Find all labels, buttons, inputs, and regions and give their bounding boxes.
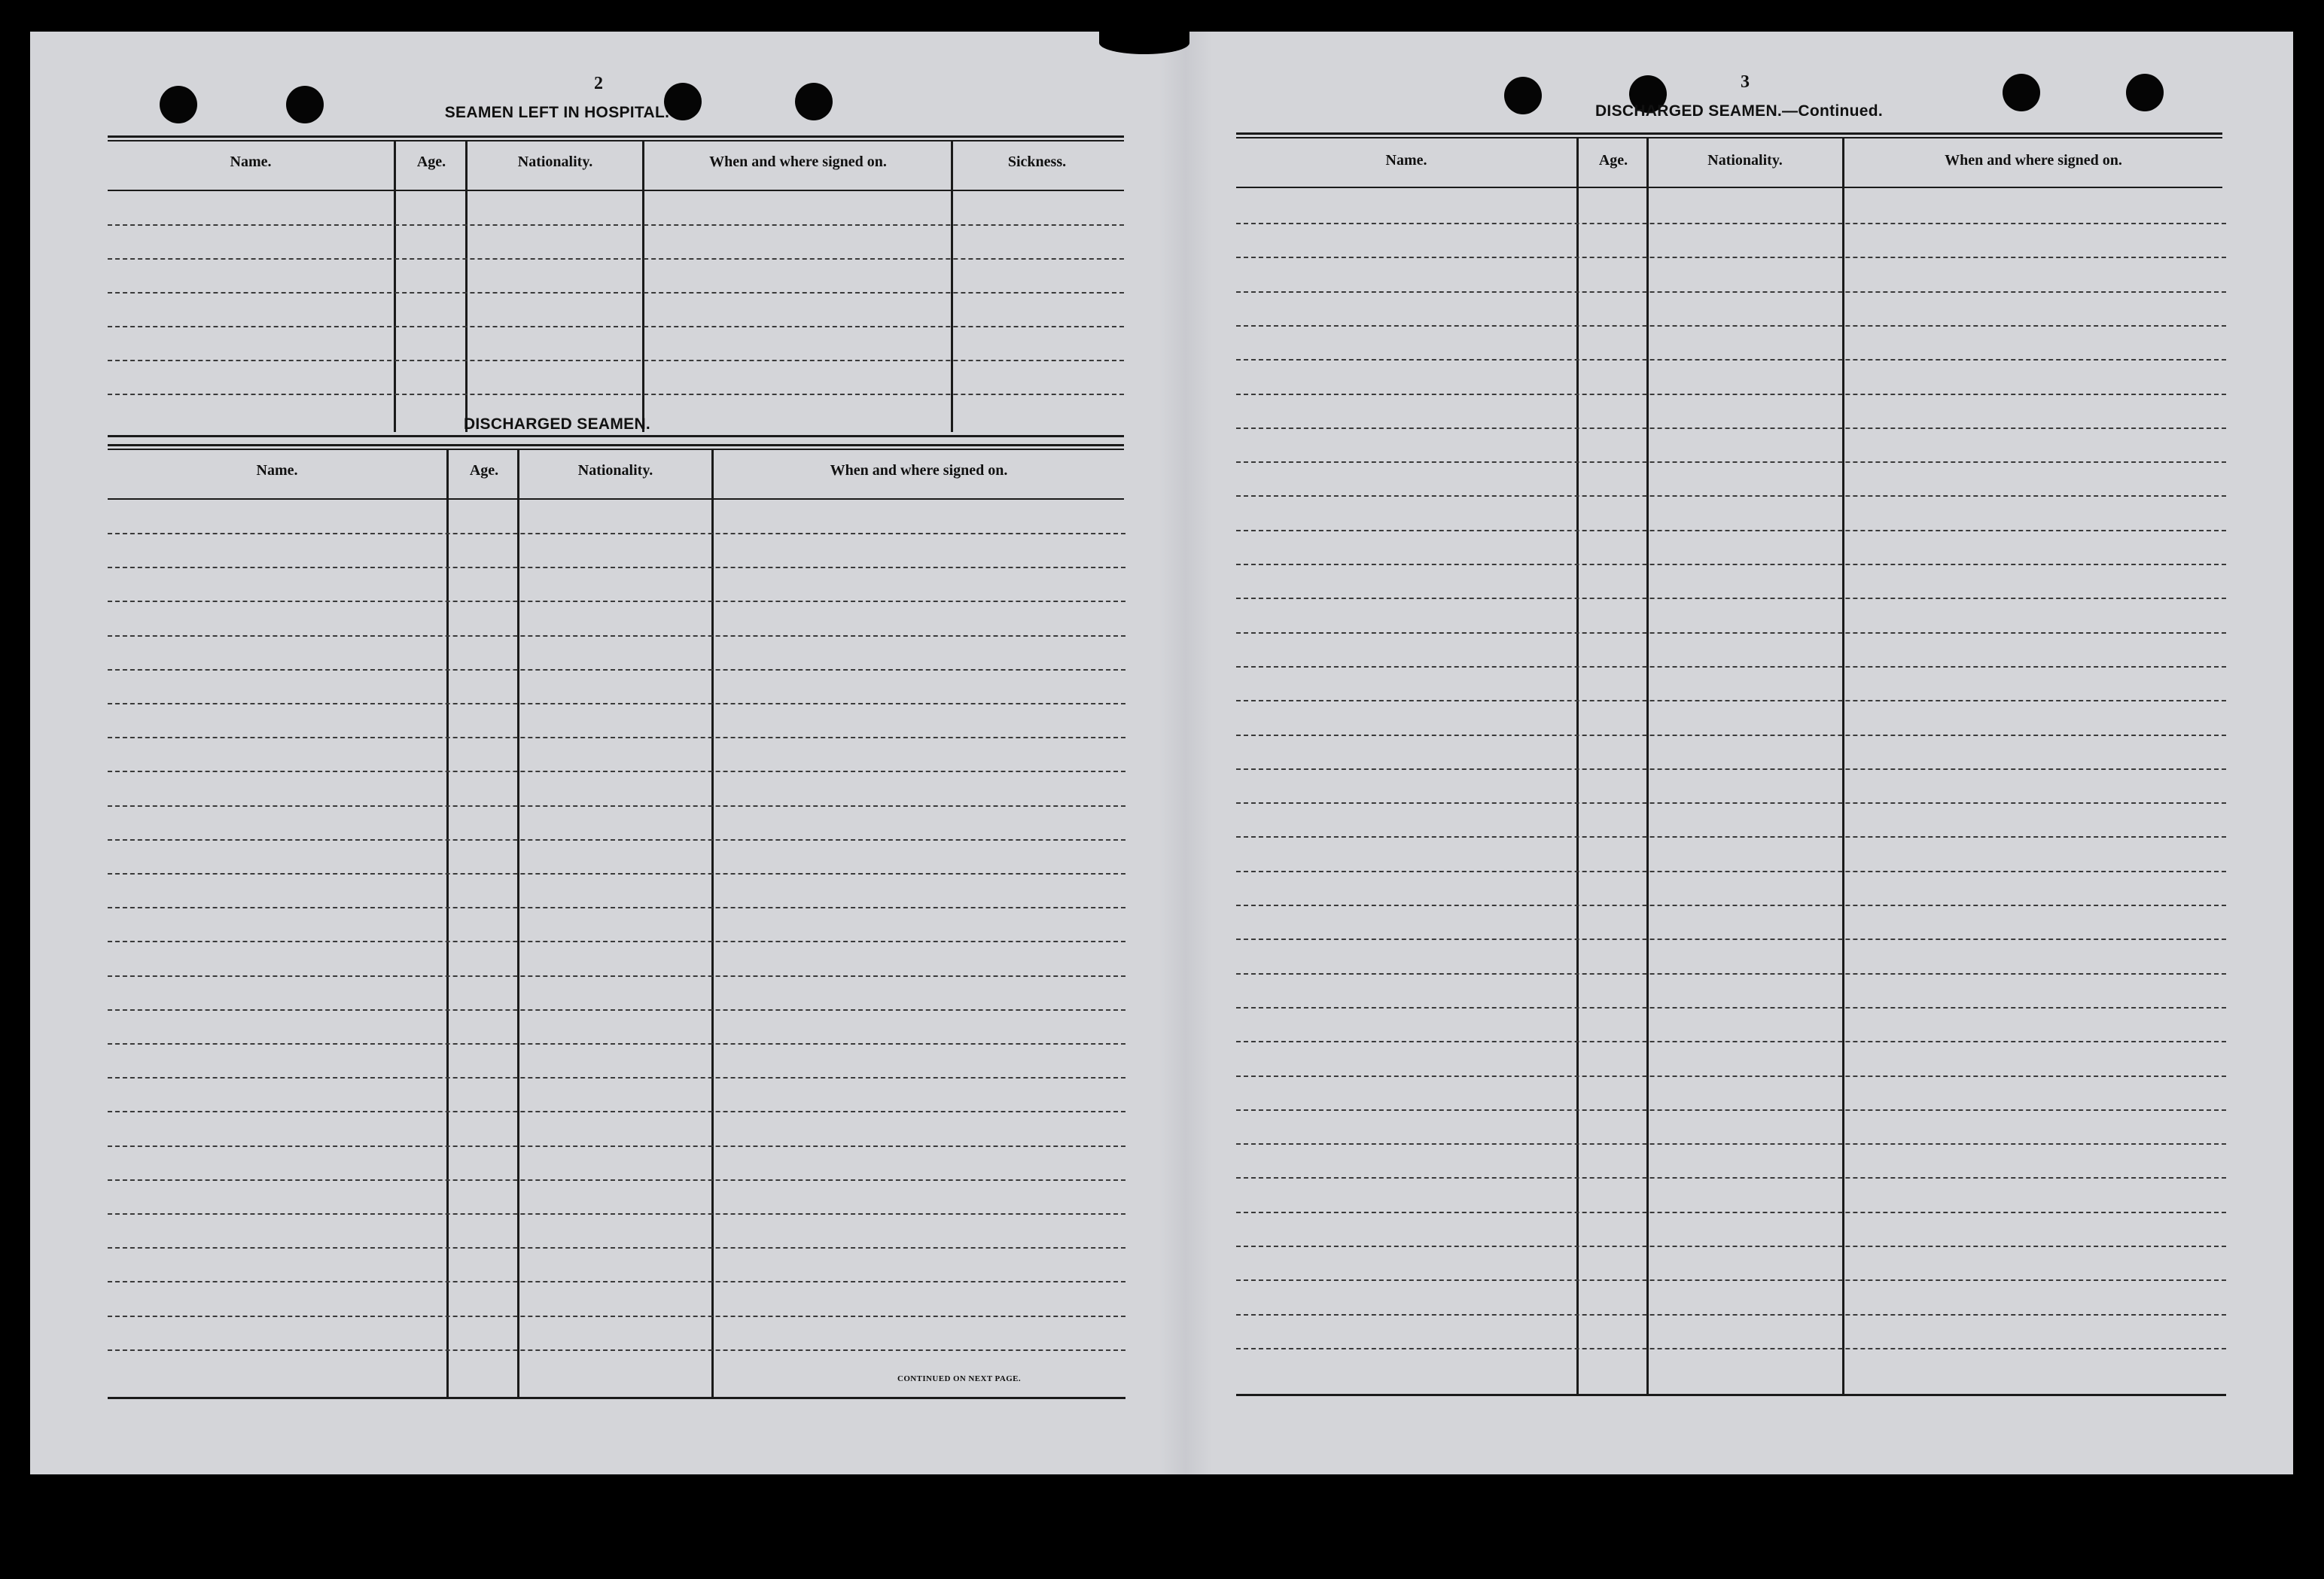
entry-line: [1236, 359, 2226, 361]
continued-col-name: Name.: [1385, 152, 1427, 169]
continued-col-nationality: Nationality.: [1707, 152, 1783, 169]
entry-line: [1236, 1041, 2226, 1042]
entry-line: [1236, 1007, 2226, 1009]
hospital-rule-top-2: [108, 140, 1124, 141]
entry-line: [108, 1316, 1125, 1317]
continued-divider: [1842, 138, 1844, 1394]
entry-line: [108, 292, 1124, 294]
entry-line: [108, 703, 1125, 704]
hospital-divider: [465, 141, 468, 432]
entry-line: [108, 1077, 1125, 1079]
left-page: [30, 32, 1159, 1474]
hospital-col-signed-on: When and where signed on.: [709, 154, 887, 170]
entry-line: [108, 394, 1124, 395]
entry-line: [1236, 836, 2226, 838]
entry-line: [1236, 768, 2226, 770]
hospital-divider: [642, 141, 644, 432]
entry-line: [108, 1349, 1125, 1351]
entry-line: [1236, 427, 2226, 429]
entry-line: [108, 975, 1125, 977]
hospital-header-rule: [108, 190, 1124, 191]
entry-line: [1236, 632, 2226, 634]
entry-line: [108, 1213, 1125, 1215]
page-number: 2: [594, 74, 603, 93]
continued-rule-top-2: [1236, 137, 2222, 138]
discharged-col-age: Age.: [469, 462, 499, 479]
entry-line: [1236, 871, 2226, 872]
discharged-col-nationality: Nationality.: [577, 462, 653, 479]
discharged-section-title: DISCHARGED SEAMEN.: [463, 415, 651, 433]
entry-line: [108, 839, 1125, 841]
page-fold: [1159, 32, 1212, 1474]
continued-col-age: Age.: [1598, 152, 1628, 169]
entry-line: [1236, 973, 2226, 975]
continued-note: CONTINUED ON NEXT PAGE.: [897, 1374, 1022, 1383]
entry-line: [108, 567, 1125, 568]
discharged-header-rule: [108, 498, 1124, 500]
hospital-rule-bottom: [108, 435, 1124, 437]
entry-line: [108, 1145, 1125, 1147]
continued-section-title: DISCHARGED SEAMEN.—Continued.: [1595, 102, 1884, 120]
continued-rule-top: [1236, 132, 2222, 135]
entry-line: [108, 1111, 1125, 1112]
discharged-col-signed-on: When and where signed on.: [830, 462, 1008, 479]
entry-line: [108, 771, 1125, 772]
discharged-divider: [446, 450, 449, 1397]
entry-line: [1236, 1279, 2226, 1281]
entry-line: [108, 1043, 1125, 1045]
continued-header-rule: [1236, 187, 2222, 188]
scanned-document: [30, 32, 2293, 1474]
entry-line: [1236, 461, 2226, 463]
discharged-rule-top: [108, 444, 1124, 446]
entry-line: [1236, 1348, 2226, 1349]
entry-line: [1236, 735, 2226, 736]
discharged-col-name: Name.: [256, 462, 298, 479]
entry-line: [1236, 291, 2226, 293]
entry-line: [108, 1247, 1125, 1249]
entry-line: [1236, 905, 2226, 906]
hospital-col-nationality: Nationality.: [517, 154, 593, 170]
hospital-divider: [951, 141, 953, 432]
entry-line: [108, 224, 1124, 226]
entry-line: [1236, 666, 2226, 668]
discharged-divider: [517, 450, 519, 1397]
continued-rule-bottom: [1236, 1394, 2226, 1396]
hospital-col-sickness: Sickness.: [1007, 154, 1067, 170]
entry-line: [1236, 223, 2226, 224]
entry-line: [1236, 1075, 2226, 1077]
right-page: [1212, 32, 2293, 1474]
entry-line: [108, 873, 1125, 875]
entry-line: [1236, 564, 2226, 565]
discharged-rule-bottom: [108, 1397, 1125, 1399]
entry-line: [1236, 1143, 2226, 1145]
entry-line: [1236, 700, 2226, 701]
entry-line: [108, 258, 1124, 260]
entry-line: [108, 805, 1125, 807]
entry-line: [1236, 1109, 2226, 1111]
hospital-divider: [394, 141, 396, 432]
entry-line: [1236, 530, 2226, 531]
entry-line: [108, 1281, 1125, 1282]
hospital-col-name: Name.: [230, 154, 272, 170]
entry-line: [1236, 598, 2226, 599]
entry-line: [1236, 939, 2226, 940]
page-number: 3: [1741, 72, 1750, 92]
entry-line: [1236, 802, 2226, 804]
hospital-section-title: SEAMEN LEFT IN HOSPITAL.: [444, 104, 670, 121]
hospital-col-age: Age.: [416, 154, 446, 170]
entry-line: [108, 326, 1124, 327]
entry-line: [1236, 1177, 2226, 1179]
entry-line: [108, 1179, 1125, 1181]
entry-line: [108, 601, 1125, 602]
discharged-divider: [711, 450, 714, 1397]
entry-line: [1236, 495, 2226, 497]
continued-divider: [1646, 138, 1649, 1394]
entry-line: [1236, 1314, 2226, 1316]
entry-line: [1236, 394, 2226, 395]
hospital-rule-top: [108, 135, 1124, 138]
entry-line: [108, 360, 1124, 361]
entry-line: [1236, 325, 2226, 327]
entry-line: [1236, 1246, 2226, 1247]
entry-line: [1236, 1212, 2226, 1213]
entry-line: [108, 635, 1125, 637]
entry-line: [1236, 257, 2226, 258]
entry-line: [108, 1009, 1125, 1011]
continued-divider: [1576, 138, 1579, 1394]
continued-col-signed-on: When and where signed on.: [1945, 152, 2122, 169]
entry-line: [108, 941, 1125, 942]
entry-line: [108, 907, 1125, 908]
entry-line: [108, 533, 1125, 534]
entry-line: [108, 737, 1125, 738]
discharged-rule-top-2: [108, 449, 1124, 450]
entry-line: [108, 669, 1125, 671]
